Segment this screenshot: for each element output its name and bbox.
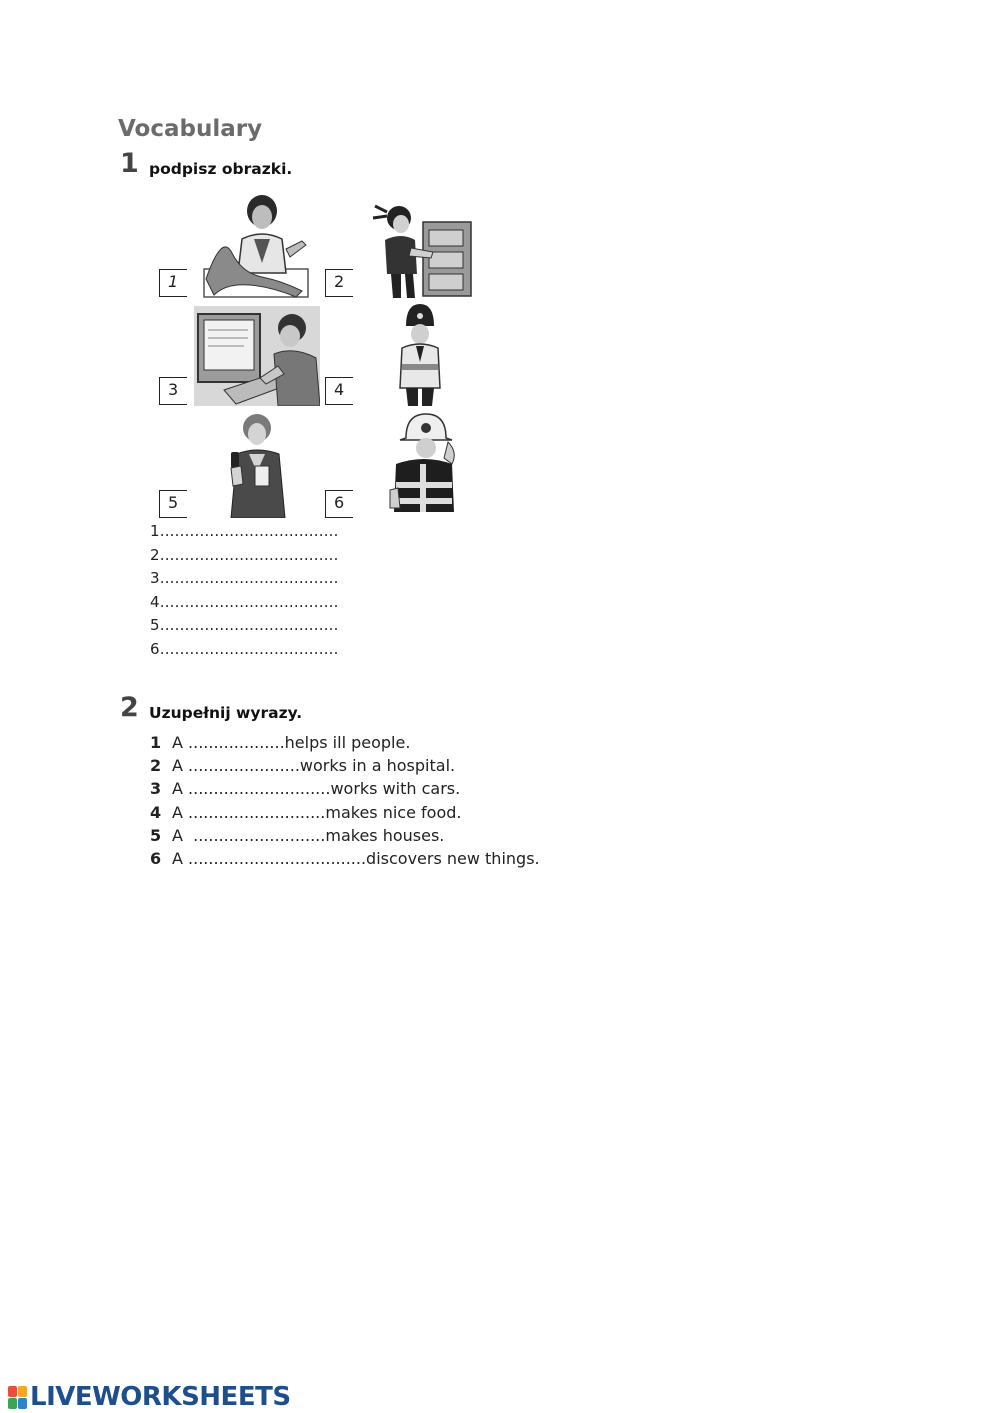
- logo-text: LIVEWORKSHEETS: [30, 1382, 291, 1412]
- answer-line-1[interactable]: 1....................................: [150, 522, 339, 540]
- exercise-1-instruction: podpisz obrazki.: [149, 160, 293, 178]
- sentence-4: [150, 803, 461, 822]
- picture-number-box-5[interactable]: 5: [159, 490, 187, 518]
- sentence-1: [150, 733, 410, 752]
- answer-line-3[interactable]: 3....................................: [150, 569, 339, 587]
- answer-line-4[interactable]: 4....................................: [150, 593, 339, 611]
- exercise-2-number: 2: [120, 692, 139, 723]
- logo-block-icon: [8, 1398, 17, 1409]
- sentence-number: 4: [150, 803, 162, 822]
- sentence-text[interactable]: A ......................works in a hospital.: [172, 756, 456, 775]
- sentence-6: [150, 849, 540, 868]
- answer-line-6[interactable]: 6....................................: [150, 640, 339, 658]
- exercise-1-number: 1: [120, 148, 139, 179]
- answer-line-2[interactable]: 2....................................: [150, 546, 339, 564]
- picture-number-box-2[interactable]: 2: [325, 269, 353, 297]
- sentence-number: 2: [150, 756, 162, 775]
- logo-blocks-icon: [8, 1386, 27, 1409]
- picture-number-box-6[interactable]: 6: [325, 490, 353, 518]
- logo-block-icon: [18, 1386, 27, 1397]
- sentence-5: [150, 826, 444, 845]
- sentence-number: 1: [150, 733, 162, 752]
- logo-block-icon: [18, 1398, 27, 1409]
- sentence-2: [150, 756, 455, 775]
- sentence-number: 5: [150, 826, 162, 845]
- liveworksheets-logo[interactable]: [8, 1382, 291, 1412]
- policeman-icon: [396, 302, 444, 406]
- answer-line-5[interactable]: 5....................................: [150, 616, 339, 634]
- tailor-woman-with-fabric-icon: [202, 193, 312, 299]
- sentence-text[interactable]: A ..........................makes houses.: [172, 826, 445, 845]
- sentence-3: [150, 779, 460, 798]
- page-title: Vocabulary: [118, 116, 263, 142]
- picture-number-box-3[interactable]: 3: [159, 377, 187, 405]
- sentence-text[interactable]: A ............................works with cars.: [172, 779, 461, 798]
- firefighter-icon: [388, 412, 460, 518]
- logo-block-icon: [8, 1386, 17, 1397]
- sentence-number: 6: [150, 849, 162, 868]
- woman-with-phone-icon: [227, 414, 289, 518]
- sentence-number: 3: [150, 779, 162, 798]
- woman-at-filing-cabinet-icon: [371, 200, 473, 298]
- sentence-text[interactable]: A ...................................discovers new things.: [172, 849, 540, 868]
- picture-number-box-4[interactable]: 4: [325, 377, 353, 405]
- picture-number-box-1[interactable]: 1: [159, 269, 187, 297]
- exercise-2-instruction: Uzupełnij wyrazy.: [149, 704, 303, 722]
- sentence-text[interactable]: A ...........................makes nice food.: [172, 803, 462, 822]
- man-at-computer-icon: [194, 306, 320, 406]
- sentence-text[interactable]: A ...................helps ill people.: [172, 733, 411, 752]
